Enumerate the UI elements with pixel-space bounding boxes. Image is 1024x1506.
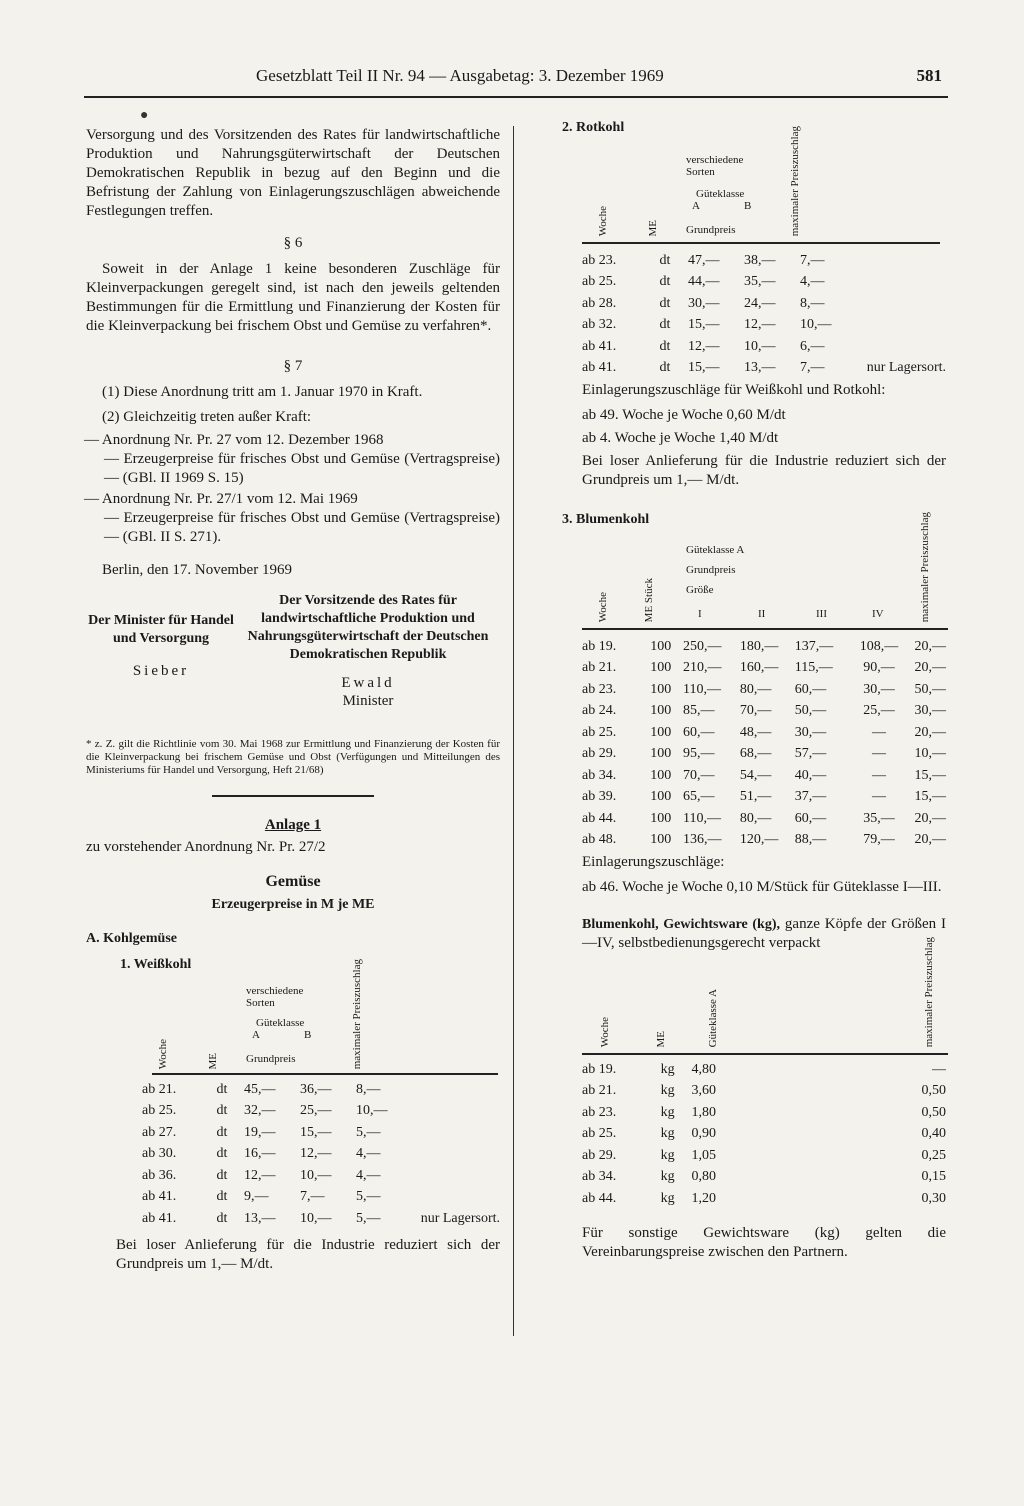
table-cell: 36,— [300,1081,332,1097]
table-cell: 100 [650,832,672,848]
rotkohl-table [582,250,946,379]
erzeugerpreise-heading: Erzeugerpreise in M je ME [211,897,375,912]
table-cell: 137,— [794,638,834,654]
table-cell: 108,— [859,638,899,654]
signature-right-name: Ewald [341,675,395,691]
table-cell: 13,— [744,360,776,376]
col-header-gueteklasse: Güteklasse [696,188,745,200]
table-cell: 0,25 [921,1147,946,1163]
table-cell: 24,— [744,295,776,311]
table-cell: 44,— [688,274,720,290]
table-cell: ab 25. [582,274,617,290]
rotkohl-heading: 2. Rotkohl [562,120,625,135]
table-cell: 1,20 [691,1190,717,1206]
table-cell: 5,— [356,1189,381,1205]
repeal-list [84,431,500,547]
table-cell: 100 [650,638,672,654]
table-row [582,336,946,358]
table-cell: 15,— [300,1124,332,1140]
section-7-heading: § 7 [283,358,303,374]
col-header-verschiedene: verschiedene [686,154,744,166]
table-row [582,808,946,830]
table-cell: ab 24. [582,703,617,719]
table-cell: — [871,789,886,805]
table-cell: 0,40 [921,1126,946,1142]
signature-left-name: Sieber [132,663,190,679]
table-cell: ab 29. [582,1147,617,1163]
table-row [582,830,946,852]
table-cell: 90,— [863,660,895,676]
intro-paragraph: Versorgung und des Vorsitzenden des Rates für landwirtschaftliche Produktion und Nahrungsgüterwirtschaft der Deutschen Demokratischen Republik in bezug auf den Beginn und die Befristung der Zahlung von Einlagerungszuschlägen abweichende Festlegungen treffen. [86,127,500,219]
col-header-grundpreis: Grundpreis [686,564,736,576]
table-cell: ab 23. [582,1104,617,1120]
table-cell: 32,— [244,1103,276,1119]
table-row [582,250,946,272]
table-row [582,272,946,294]
table-cell: 15,— [914,767,946,783]
table-cell: 12,— [244,1167,276,1183]
table-row [142,1079,500,1101]
table-cell: 0,50 [921,1104,946,1120]
table-row [582,1059,946,1081]
table-cell: 110,— [683,810,721,826]
table-cell: 110,— [683,681,721,697]
table-cell: 20,— [914,832,946,848]
gewichtsware-table [582,1059,946,1210]
col-header-max-zuschlag: maximaler Preiszuschlag [789,125,801,236]
table-row [582,787,946,809]
col-header-gueteklasse: Güteklasse [256,1017,305,1029]
table-cell: dt [659,252,671,268]
col-header-woche: Woche [597,205,609,236]
table-row [582,1102,946,1124]
table-cell: 85,— [683,703,715,719]
col-header-b: B [744,200,752,212]
col-header-sorten: Sorten [686,166,715,178]
table-cell: 30,— [794,724,827,740]
table-cell: 35,— [863,810,895,826]
table-cell: ab 41. [142,1189,177,1205]
repeal-item-2: — Anordnung Nr. Pr. 27/1 vom 12. Mai 1969 [84,491,358,507]
table-cell: dt [659,338,671,354]
table-cell [402,1165,500,1187]
col-header-verschiedene: verschiedene [246,985,304,997]
repeal-item-1-detail: — Erzeugerpreise für frisches Obst und Gemüse (Vertragspreise) — (GBl. II 1969 S. 15) [104,451,500,486]
repeal-item-1: — Anordnung Nr. Pr. 27 vom 12. Dezember 1968 [84,432,384,448]
table-cell: 4,— [356,1167,381,1183]
table-cell: ab 25. [582,724,617,740]
col-header-me: ME [207,1052,219,1069]
table-cell: ab 44. [582,810,617,826]
col-header-groesse-2: II [758,608,766,620]
gewichtsware-text: ganze Köpfe der Größen I—IV, selbstbedienungsgerecht verpackt [582,916,947,951]
table-cell: 60,— [794,681,827,697]
table-row [582,1081,946,1103]
table-cell: ab 21. [582,1083,617,1099]
col-header-max-zuschlag: maximaler Preiszuschlag [351,958,363,1069]
table-cell: kg [660,1147,675,1163]
table-cell: 47,— [688,252,720,268]
table-cell: ab 34. [582,1169,617,1185]
table-row [582,1145,946,1167]
section-7-para-1: (1) Diese Anordnung tritt am 1. Januar 1970 in Kraft. [102,384,423,400]
table-cell: 7,— [300,1189,325,1205]
table-cell: 5,— [356,1210,381,1226]
table-row [142,1208,500,1230]
table-cell: ab 36. [142,1167,177,1183]
table-cell: 40,— [794,767,827,783]
table-row [582,315,946,337]
table-cell: 7,— [800,360,825,376]
right-column [562,120,947,1262]
table-cell: ab 34. [582,767,617,783]
column-divider [513,126,514,1336]
table-cell: 100 [650,681,672,697]
anlage-title: Anlage 1 [264,817,322,833]
table-cell: 100 [650,789,672,805]
table-cell: ab 21. [142,1081,177,1097]
table-cell: 70,— [683,767,715,783]
table-cell: 0,50 [921,1083,946,1099]
table-cell: kg [660,1083,675,1099]
table-cell: dt [216,1146,228,1162]
table-cell: 136,— [683,832,722,848]
table-cell: 160,— [739,660,779,676]
table-cell: 60,— [794,810,827,826]
table-cell: nur Lagersort. [866,360,946,376]
table-cell: 7,— [800,252,825,268]
table-row [582,1124,946,1146]
signature-left [86,612,236,680]
table-row [582,701,946,723]
table-cell: nur Lagersort. [420,1210,500,1226]
table-cell: ab 19. [582,638,617,654]
table-cell: 12,— [300,1146,332,1162]
table-cell [402,1079,500,1101]
col-header-a: A [692,200,700,212]
gewichtsware-note: Für sonstige Gewichtsware (kg) gelten die Vereinbarungspreise zwischen den Partnern. [582,1224,946,1260]
anlage-subtitle: zu vorstehender Anordnung Nr. Pr. 27/2 [86,839,326,855]
table-row [582,293,946,315]
table-cell: 120,— [739,832,779,848]
header-title: Gesetzblatt Teil II Nr. 94 — Ausgabetag: 3. Dezember 1969 [256,66,664,85]
gewichtsware-paragraph [582,915,946,953]
table-cell: dt [659,295,671,311]
table-cell: ab 41. [582,338,617,354]
table-cell: 95,— [683,746,715,762]
table-cell [402,1187,500,1209]
table-cell: 100 [650,703,672,719]
table-cell: 13,— [244,1210,276,1226]
table-row [142,1101,500,1123]
table-cell: 20,— [914,638,946,654]
table-cell: ab 32. [582,317,617,333]
weisskohl-table [142,1079,500,1230]
table-cell: 115,— [794,660,833,676]
table-cell [846,250,946,272]
table-cell: 210,— [683,660,722,676]
table-cell: 12,— [744,317,776,333]
table-cell: 0,80 [691,1169,717,1185]
table-cell: ab 28. [582,295,617,311]
col-header-sorten: Sorten [246,997,275,1009]
rotkohl-table-header [582,125,940,244]
einlagerung-rotkohl-1: ab 49. Woche je Woche 0,60 M/dt [582,407,786,423]
col-header-grundpreis: Grundpreis [686,224,736,236]
signature-right [236,592,500,710]
signature-right-title: Der Vorsitzende des Rates für landwirtschaftliche Produktion und Nahrungsgüterwirtschaft der Deutschen Demokratischen Republik [247,593,489,662]
table-cell: 15,— [914,789,946,805]
table-cell: 20,— [914,660,946,676]
table-cell: 19,— [244,1124,276,1140]
table-cell: 48,— [739,724,772,740]
table-cell [402,1122,500,1144]
table-cell: kg [660,1061,675,1077]
table-cell: 88,— [794,832,827,848]
table-cell: ab 19. [582,1061,617,1077]
einlagerung-blumenkohl: Einlagerungszuschläge: [582,854,725,870]
weisskohl-note: Bei loser Anlieferung für die Industrie reduziert sich der Grundpreis um 1,— M/dt. [116,1236,500,1272]
table-cell: dt [216,1210,228,1226]
col-header-me-stueck: ME Stück [643,577,655,622]
table-cell: 250,— [683,638,722,654]
col-header-gueteklasse-a: Güteklasse A [686,544,745,556]
section-6-text: Soweit in der Anlage 1 keine besonderen Zuschläge für Kleinverpackungen geregelt sind, ist nach den jeweils geltenden Bestimmungen für die Ermittlung und Finanzierung der Kosten für die Kleinverpackung bei frischem Obst und Gemüse zu verfahren*. [86,261,500,334]
table-cell: ab 23. [582,681,617,697]
table-cell: 80,— [739,810,772,826]
gewichtsware-table-header [582,936,948,1055]
weisskohl-heading: 1. Weißkohl [120,957,192,972]
table-cell: dt [659,360,671,376]
table-cell: 80,— [739,681,772,697]
einlagerung-rotkohl: Einlagerungszuschläge für Weißkohl und Rotkohl: [582,382,886,398]
einlagerung-blumenkohl-1: ab 46. Woche je Woche 0,10 M/Stück für Güteklasse I—III. [582,879,942,895]
table-cell: 70,— [739,703,772,719]
table-cell: 45,— [244,1081,276,1097]
table-cell: 100 [650,767,672,783]
col-header-max-zuschlag: maximaler Preiszuschlag [919,511,931,622]
table-cell: 180,— [739,638,779,654]
table-row [582,765,946,787]
table-cell: 50,— [914,681,946,697]
table-cell: 79,— [863,832,895,848]
table-cell: dt [659,317,671,333]
col-header-grundpreis: Grundpreis [246,1053,296,1065]
table-cell: 100 [650,746,672,762]
table-cell [846,293,946,315]
table-cell: ab 30. [142,1146,177,1162]
table-cell: 3,60 [691,1083,717,1099]
table-cell: 10,— [800,317,832,333]
table-row [142,1165,500,1187]
signature-block [86,592,500,732]
col-header-groesse-4: IV [872,608,884,620]
table-cell: 65,— [683,789,715,805]
table-cell: dt [216,1189,228,1205]
table-cell: 0,30 [921,1190,946,1206]
table-cell: 15,— [688,360,720,376]
table-cell: kg [660,1190,675,1206]
table-cell: 10,— [356,1103,388,1119]
table-cell: 6,— [800,338,825,354]
table-cell: 1,05 [691,1147,717,1163]
table-row [582,722,946,744]
col-header-b: B [304,1029,312,1041]
table-cell: dt [216,1124,228,1140]
col-header-me: ME [647,219,659,236]
table-cell: 9,— [244,1189,269,1205]
table-cell [846,272,946,294]
table-cell: 1,80 [691,1104,717,1120]
repeal-item-2-detail: — Erzeugerpreise für frisches Obst und Gemüse (Vertragspreise) — (GBl. II S. 271). [104,510,500,545]
table-cell [846,315,946,337]
table-cell: ab 25. [142,1103,177,1119]
table-cell: 16,— [244,1146,276,1162]
table-cell [402,1144,500,1166]
table-cell: 10,— [914,746,946,762]
table-cell: ab 48. [582,832,617,848]
section-7-para-2: (2) Gleichzeitig treten außer Kraft: [102,409,312,425]
blumenkohl-table [582,636,946,851]
table-row [582,636,946,658]
table-row [582,679,946,701]
footnote: * z. Z. gilt die Richtlinie vom 30. Mai 1968 zur Ermittlung und Finanzierung der Kosten für die Kleinverpackung bei frischem Gemüse und Obst (Verfügungen und Mitteilungen des Ministeriums für Handel und Versorgung, Heft 21/68) [86,738,500,776]
ink-blot-icon: ● [140,108,149,123]
table-cell: ab 29. [582,746,617,762]
table-cell: 25,— [863,703,895,719]
table-cell: kg [660,1126,675,1142]
table-cell: 4,— [356,1146,381,1162]
rotkohl-note: Bei loser Anlieferung für die Industrie reduziert sich der Grundpreis um 1,— M/dt. [582,453,946,488]
section-6-heading: § 6 [283,235,303,251]
table-cell: ab 21. [582,660,617,676]
table-cell: 30,— [688,295,720,311]
table-cell: 54,— [739,767,772,783]
table-cell: 38,— [744,252,776,268]
col-header-groesse-3: III [816,608,827,620]
table-cell: 5,— [356,1124,381,1140]
col-header-groesse: Größe [686,584,714,596]
left-column [86,126,500,1274]
table-cell: 50,— [794,703,827,719]
table-cell: 30,— [914,703,946,719]
table-cell [402,1101,500,1123]
table-cell: 0,15 [921,1169,946,1185]
page-number: 581 [916,66,942,85]
table-cell: 4,— [800,274,825,290]
table-cell: ab 39. [582,789,617,805]
signature-left-title: Der Minister für Handel und Versorgung [88,613,234,646]
table-cell: 100 [650,810,672,826]
table-cell: kg [660,1169,675,1185]
table-cell: dt [659,274,671,290]
table-cell: 68,— [739,746,772,762]
table-row [582,744,946,766]
table-cell: 8,— [356,1081,381,1097]
table-cell: ab 41. [142,1210,177,1226]
place-date: Berlin, den 17. November 1969 [102,562,292,578]
table-cell: 10,— [744,338,776,354]
table-cell: 0,90 [691,1126,717,1142]
table-cell: ab 44. [582,1190,617,1206]
signature-right-role: Minister [342,693,394,709]
table-cell: 10,— [300,1167,332,1183]
table-cell: 35,— [744,274,776,290]
gewichtsware-title: Blumenkohl, Gewichtsware (kg), [582,917,781,932]
table-row [582,1167,946,1189]
col-header-me: ME [655,1030,667,1047]
table-cell: 51,— [739,789,772,805]
col-header-a: A [252,1029,260,1041]
table-cell: 20,— [914,810,946,826]
col-header-groesse-1: I [698,608,702,620]
col-header-woche: Woche [157,1038,169,1069]
table-row [142,1122,500,1144]
col-header-woche: Woche [597,591,609,622]
table-cell: ab 23. [582,252,617,268]
table-row [582,358,946,380]
einlagerung-rotkohl-2: ab 4. Woche je Woche 1,40 M/dt [582,430,779,446]
table-cell: kg [660,1104,675,1120]
table-cell: 60,— [683,724,715,740]
table-row [142,1187,500,1209]
table-cell: 20,— [914,724,946,740]
table-cell: 10,— [300,1210,332,1226]
section-a-heading: A. Kohlgemüse [86,931,177,946]
table-cell: — [932,1061,946,1077]
table-cell: — [871,724,886,740]
table-cell [846,336,946,358]
col-header-woche: Woche [599,1016,611,1047]
gemuese-heading: Gemüse [265,873,321,890]
table-cell: 12,— [688,338,720,354]
table-cell: ab 25. [582,1126,617,1142]
blumenkohl-heading: 3. Blumenkohl [562,512,650,527]
col-header-gueteklasse-a: Güteklasse A [707,988,719,1047]
table-cell: 100 [650,724,672,740]
table-cell: dt [216,1081,228,1097]
table-cell: dt [216,1103,228,1119]
table-row [582,658,946,680]
table-cell: 25,— [300,1103,332,1119]
table-cell: ab 41. [582,360,617,376]
table-cell: 4,80 [691,1061,717,1077]
table-cell: 30,— [863,681,895,697]
table-cell: dt [216,1167,228,1183]
col-header-max-zuschlag: maximaler Preiszuschlag [923,936,935,1047]
table-cell: — [871,767,886,783]
table-cell: 15,— [688,317,720,333]
table-cell: 57,— [794,746,827,762]
page-header [84,66,948,98]
table-row [142,1144,500,1166]
separator-rule [212,795,374,797]
table-cell: ab 27. [142,1124,177,1140]
table-cell: 100 [650,660,672,676]
table-row [582,1188,946,1210]
table-cell: — [871,746,886,762]
table-cell: 37,— [794,789,827,805]
table-cell: 8,— [800,295,825,311]
